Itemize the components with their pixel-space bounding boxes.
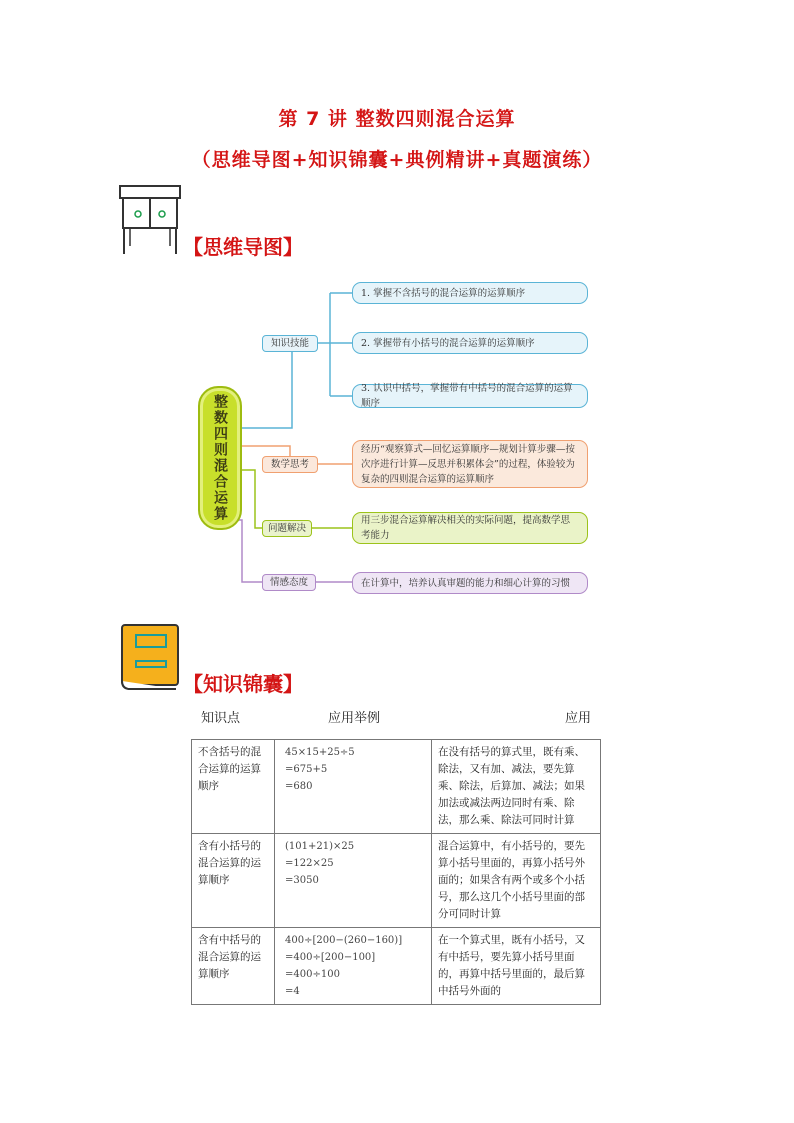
example-line: =675+5: [285, 764, 328, 775]
mindmap-root-label: 整数四则混合运算: [212, 394, 228, 522]
table-row: [192, 740, 601, 834]
header-knowledge-point: 知识点: [201, 711, 241, 726]
mindmap-item-6: 在计算中，培养认真审题的能力和细心计算的习惯: [352, 572, 588, 594]
category-problem-solving: 问题解决: [262, 520, 312, 537]
mindmap-heading: 【思维导图】: [183, 235, 303, 259]
page-subtitle: （思维导图+知识锦囊+典例精讲+真题演练）: [191, 149, 603, 171]
example-line: =400÷[200−100]: [285, 952, 376, 963]
knowledge-table: [191, 739, 601, 1005]
mindmap-item-1: 1. 掌握不含括号的混合运算的运算顺序: [352, 282, 588, 304]
knowledge-heading: 【知识锦囊】: [183, 672, 303, 696]
example-line: =122×25: [285, 858, 334, 869]
example-cell: [275, 834, 432, 928]
table-row: [192, 834, 601, 928]
usage-cell: 在没有括号的算式里，既有乘、除法，又有加、减法，要先算乘、除法，后算加、减法；如果加法或减法两边同时有乘、除法，那么乘、除法可同时计算: [432, 740, 601, 834]
knowledge-point: 不含括号的混合运算的运算顺序: [192, 740, 275, 834]
page-title: 第 7 讲 整数四则混合运算: [278, 108, 516, 130]
category-thinking: 数学思考: [262, 456, 318, 473]
example-line: =3050: [285, 875, 319, 886]
usage-cell: 混合运算中，有小括号的，要先算小括号里面的，再算小括号外面的；如果含有两个或多个小括号，那么这几个小括号里面的部分可同时计算: [432, 834, 601, 928]
example-line: =680: [285, 781, 313, 792]
usage-cell: 在一个算式里，既有小括号，又有中括号，要先算小括号里面的，再算中括号里面的，最后算中括号外面的: [432, 928, 601, 1005]
example-line: =400÷100: [285, 969, 340, 980]
example-line: (101+21)×25: [285, 841, 355, 852]
example-cell: [275, 928, 432, 1005]
example-line: 45×15+25÷5: [285, 747, 355, 758]
mindmap-root: [198, 386, 242, 530]
category-attitude: 情感态度: [262, 574, 316, 591]
book-icon: [118, 621, 182, 691]
example-cell: [275, 740, 432, 834]
example-line: =4: [285, 986, 300, 997]
header-example: 应用举例: [328, 711, 381, 726]
mindmap-item-5: 用三步混合运算解决相关的实际问题，提高数学思考能力: [352, 512, 588, 544]
mindmap-item-3: 3. 认识中括号，掌握带有中括号的混合运算的运算顺序: [352, 384, 588, 408]
knowledge-point: 含有小括号的混合运算的运算顺序: [192, 834, 275, 928]
header-usage: 应用: [565, 711, 592, 726]
mindmap-item-2: 2. 掌握带有小括号的混合运算的运算顺序: [352, 332, 588, 354]
category-knowledge: 知识技能: [262, 335, 318, 352]
mindmap-item-4: 经历“观察算式—回忆运算顺序—规划计算步骤—按次序进行计算—反思并积累体会”的过程，体验较为复杂的四则混合运算的运算顺序: [352, 440, 588, 488]
example-line: 400÷[200−(260−160)]: [285, 935, 403, 946]
table-row: [192, 928, 601, 1005]
knowledge-point: 含有中括号的混合运算的运算顺序: [192, 928, 275, 1005]
